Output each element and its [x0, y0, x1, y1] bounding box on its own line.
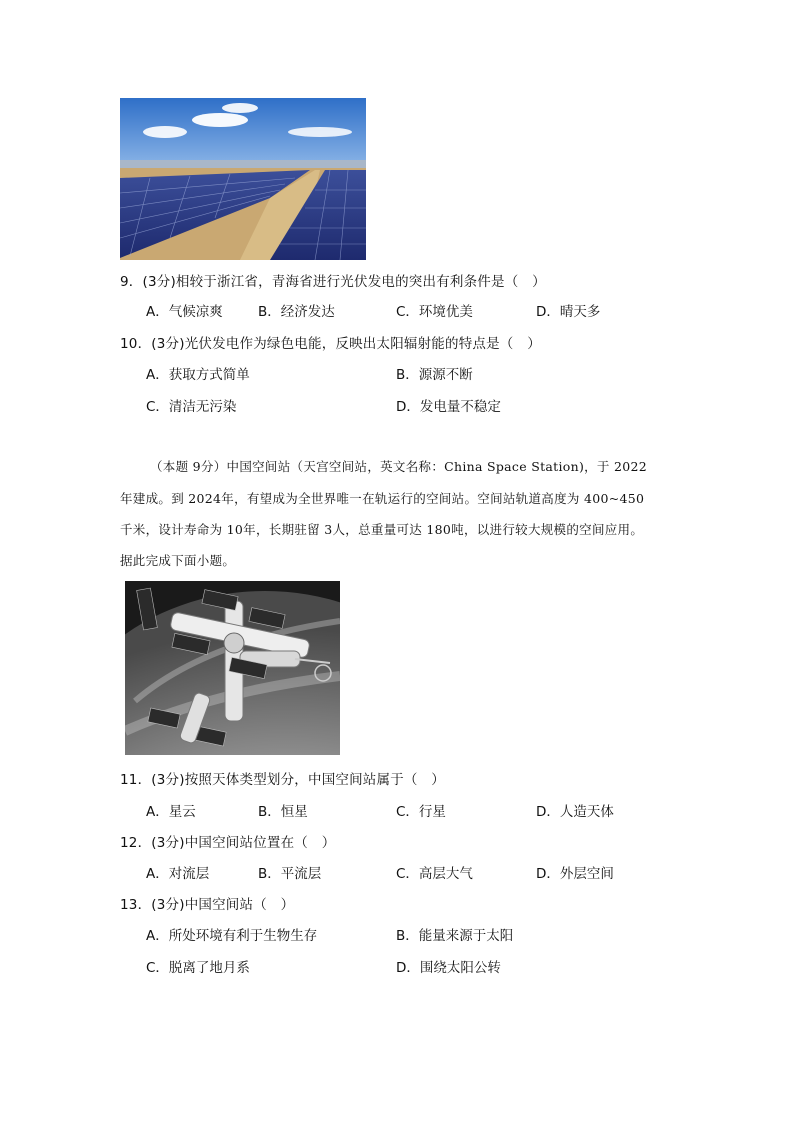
question-9-stem: 9．(3分)相较于浙江省，青海省进行光伏发电的突出有利条件是（ ） — [120, 274, 546, 290]
question-13-option-d[interactable]: D．围绕太阳公转 — [396, 960, 501, 976]
space-station-photo — [125, 581, 340, 755]
passage-line-1: （本题 9分）中国空间站（天宫空间站，英文名称：China Space Station)，于 2022 — [150, 459, 648, 474]
question-10-option-a[interactable]: A．获取方式简单 — [146, 367, 250, 383]
question-10-option-d[interactable]: D．发电量不稳定 — [396, 399, 501, 415]
space-station-illustration — [125, 581, 340, 755]
question-11-stem: 11．(3分)按照天体类型划分，中国空间站属于（ ） — [120, 772, 446, 788]
passage-line-3: 千米，设计寿命为 10年，长期驻留 3人，总重量可达 180吨，以进行较大规模的空间应用。 — [120, 522, 644, 537]
question-9-option-b[interactable]: B．经济发达 — [258, 304, 335, 320]
passage-line-2: 年建成。到 2024年，有望成为全世界唯一在轨运行的空间站。空间站轨道高度为 400~450 — [120, 491, 645, 506]
question-11-option-d[interactable]: D．人造天体 — [536, 804, 614, 820]
question-9-option-a[interactable]: A．气候凉爽 — [146, 304, 223, 320]
question-12-option-c[interactable]: C．高层大气 — [396, 866, 473, 882]
question-13-stem: 13．(3分)中国空间站（ ） — [120, 897, 295, 913]
passage-line-4: 据此完成下面小题。 — [120, 553, 236, 568]
solar-panel-illustration — [120, 98, 366, 260]
question-11-option-b[interactable]: B．恒星 — [258, 804, 308, 820]
question-10-stem: 10．(3分)光伏发电作为绿色电能，反映出太阳辐射能的特点是（ ） — [120, 336, 541, 352]
question-12-option-a[interactable]: A．对流层 — [146, 866, 210, 882]
question-13-option-a[interactable]: A．所处环境有利于生物生存 — [146, 928, 318, 944]
question-10-option-c[interactable]: C．清洁无污染 — [146, 399, 237, 415]
question-11-option-a[interactable]: A．星云 — [146, 804, 196, 820]
solar-panel-photo — [120, 98, 366, 260]
question-12-option-b[interactable]: B．平流层 — [258, 866, 322, 882]
question-12-stem: 12．(3分)中国空间站位置在（ ） — [120, 835, 336, 851]
question-9-option-d[interactable]: D．晴天多 — [536, 304, 601, 320]
question-11-option-c[interactable]: C．行星 — [396, 804, 446, 820]
question-10-option-b[interactable]: B．源源不断 — [396, 367, 473, 383]
question-9-option-c[interactable]: C．环境优美 — [396, 304, 473, 320]
question-12-option-d[interactable]: D．外层空间 — [536, 866, 614, 882]
question-13-option-b[interactable]: B．能量来源于太阳 — [396, 928, 514, 944]
question-13-option-c[interactable]: C．脱离了地月系 — [146, 960, 250, 976]
